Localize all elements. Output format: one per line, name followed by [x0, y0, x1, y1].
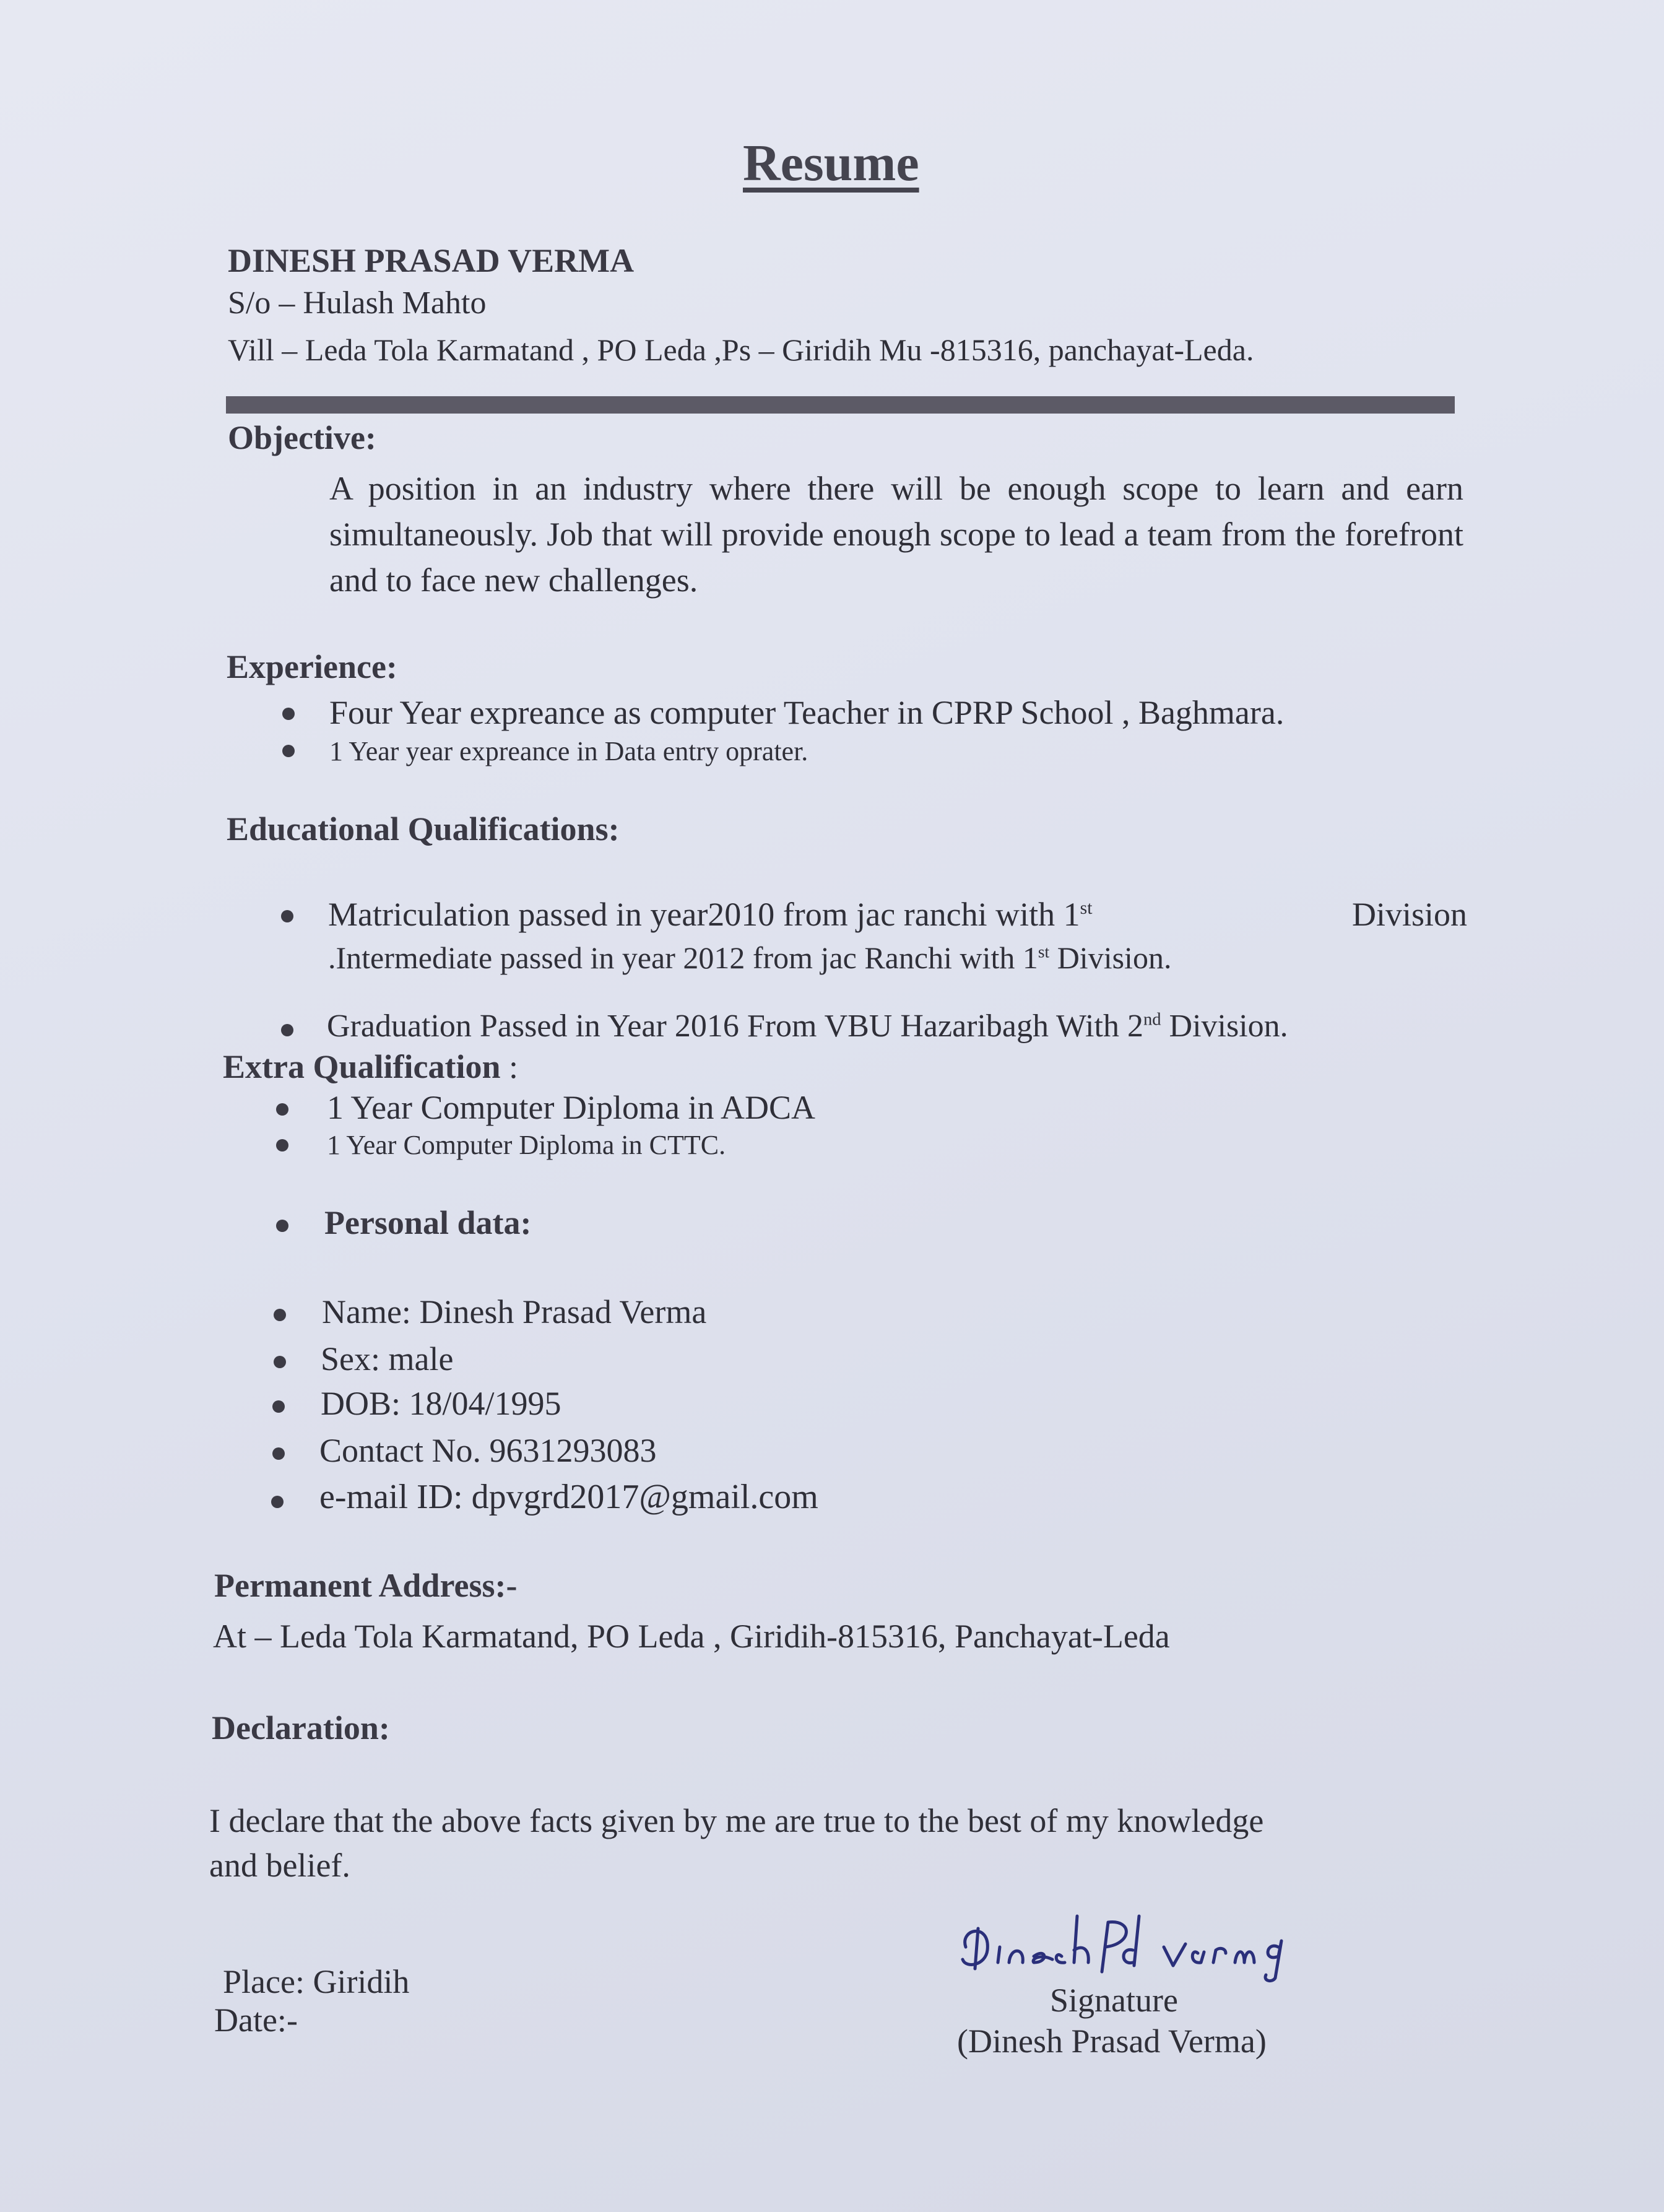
ordinal-suffix: nd — [1143, 1010, 1161, 1030]
parent-name: S/o – Hulash Mahto — [228, 285, 487, 321]
extra-heading-colon: : — [500, 1048, 518, 1085]
personal-item-sex: Sex: male — [321, 1340, 454, 1377]
permanent-address-heading: Permanent Address:- — [214, 1567, 518, 1604]
page-title: Resume — [743, 134, 919, 192]
objective-heading: Objective: — [228, 419, 376, 456]
education-text: Graduation Passed in Year 2016 From VBU Hazaribagh With 2 — [327, 1008, 1143, 1044]
applicant-name: DINESH PRASAD VERMA — [228, 242, 635, 279]
extra-heading — [223, 1047, 518, 1086]
bullet — [276, 1103, 288, 1116]
header-address: Vill – Leda Tola Karmatand , PO Leda ,Ps – Giridih Mu -815316, panchayat-Leda. — [228, 332, 1254, 367]
experience-heading: Experience: — [227, 648, 397, 685]
bullet — [281, 1024, 293, 1036]
extra-item: 1 Year Computer Diploma in ADCA — [327, 1089, 815, 1126]
education-text: Division. — [1161, 1008, 1288, 1044]
place: Place: Giridih — [223, 1963, 410, 2000]
personal-item-name: Name: Dinesh Prasad Verma — [322, 1293, 707, 1330]
education-item-matriculation — [328, 895, 1467, 934]
bullet — [272, 1400, 285, 1413]
bullet — [276, 1139, 288, 1152]
personal-item-contact: Contact No. 9631293083 — [319, 1432, 657, 1469]
ordinal-suffix: st — [1038, 942, 1050, 961]
bullet — [271, 1496, 284, 1508]
declaration-line: and belief. — [209, 1847, 350, 1884]
experience-item: Four Year expreance as computer Teacher in CPRP School , Baghmara. — [329, 694, 1285, 731]
personal-item-email: e-mail ID: dpvgrd2017@gmail.com — [319, 1478, 818, 1516]
experience-item: 1 Year year expreance in Data entry oprater. — [329, 736, 808, 766]
permanent-address-text: At – Leda Tola Karmatand, PO Leda , Giridih-815316, Panchayat-Leda — [213, 1618, 1170, 1655]
education-item-graduation — [327, 1008, 1288, 1044]
objective-text: A position in an industry where there will be enough scope to learn and earn simultaneously. Job that will provide enough scope to lead a team from the forefront and to face new challenges. — [329, 470, 1463, 599]
signature-label: Signature — [1050, 1982, 1178, 2019]
education-text: Division — [1351, 896, 1467, 933]
education-text: Matriculation passed in year2010 from jac ranchi with 1 — [328, 896, 1080, 933]
education-item-intermediate — [328, 940, 1171, 976]
bullet — [282, 708, 295, 720]
education-heading: Educational Qualifications: — [227, 810, 620, 848]
bullet — [281, 910, 293, 922]
declaration-heading: Declaration: — [212, 1709, 390, 1746]
ordinal-suffix: st — [1080, 898, 1093, 918]
extra-item: 1 Year Computer Diploma in CTTC. — [327, 1130, 726, 1160]
bullet — [274, 1356, 286, 1368]
personal-heading: Personal data: — [324, 1204, 532, 1241]
signature-name: (Dinesh Prasad Verma) — [957, 2023, 1267, 2060]
bullet — [272, 1447, 285, 1460]
education-text: Division. — [1049, 940, 1172, 975]
extra-heading-label: Extra Qualification — [223, 1048, 501, 1085]
date: Date:- — [214, 2002, 298, 2039]
bullet — [276, 1220, 288, 1232]
header-divider — [226, 396, 1455, 414]
personal-item-dob: DOB: 18/04/1995 — [321, 1385, 561, 1422]
handwritten-signature — [953, 1904, 1325, 1984]
education-text: .Intermediate passed in year 2012 from jac Ranchi with 1 — [328, 940, 1038, 975]
bullet — [282, 745, 295, 757]
bullet — [274, 1309, 286, 1321]
declaration-line: I declare that the above facts given by me are true to the best of my knowledge — [209, 1802, 1264, 1839]
